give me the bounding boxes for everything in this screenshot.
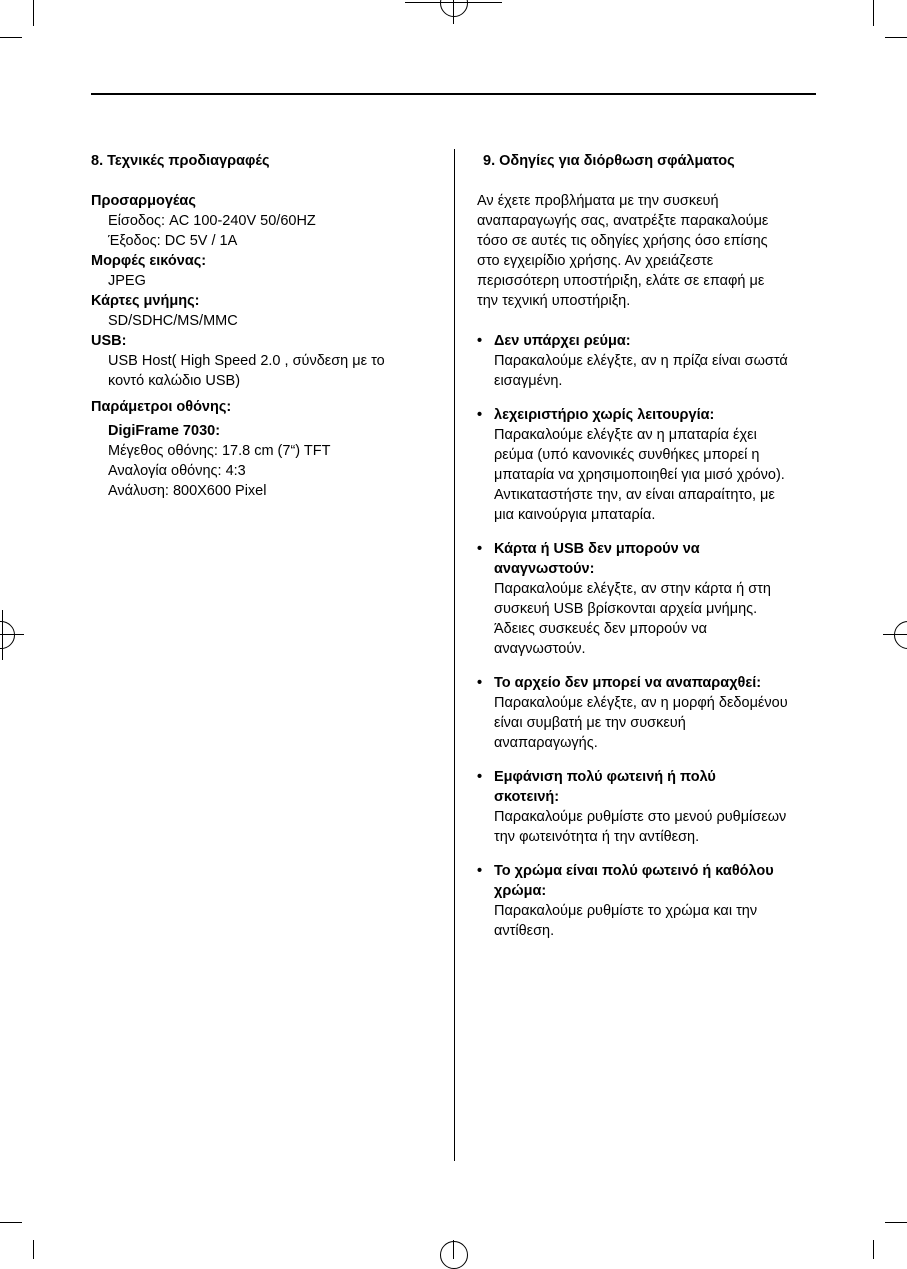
list-item: [477, 331, 822, 391]
issue-text: είναι συμβατή με την συσκευή: [494, 715, 686, 731]
intro-line: αναπαραγωγής σας, ανατρέξτε παρακαλούμε: [477, 213, 769, 229]
bullet-icon: •: [477, 407, 483, 423]
usb-title: USB:: [91, 333, 127, 349]
issue-title: Κάρτα ή USB δεν μπορούν να: [494, 541, 700, 557]
issue-text: Παρακαλούμε ρυθμίστε το χρώμα και την: [494, 903, 758, 919]
crop-mark-top-right: [873, 0, 874, 26]
crop-mark-top-right: [885, 37, 907, 38]
crop-mark-top-left: [0, 37, 22, 38]
spec-line: Έξοδος: DC 5V / 1A: [108, 233, 238, 249]
issue-text: Παρακαλούμε ελέγξτε, αν στην κάρτα ή στη: [494, 581, 771, 597]
intro-paragraph: [477, 191, 822, 311]
issue-title: Το αρχείο δεν μπορεί να αναπαραχθεί:: [494, 675, 762, 691]
adapter-group: [91, 191, 436, 251]
issue-title: χρώμα:: [494, 883, 547, 899]
issue-title: λεχειριστήριο χωρίς λειτουργία:: [494, 407, 715, 423]
issue-title: Το χρώμα είναι πολύ φωτεινό ή καθόλου: [494, 863, 774, 879]
issue-title: σκοτεινή:: [494, 789, 560, 805]
technical-specs-column: [91, 151, 436, 501]
spec-line: Αναλογία οθόνης: 4:3: [108, 463, 246, 479]
specs-heading: 8. Τεχνικές προδιαγραφές: [91, 153, 270, 169]
memory-cards-title: Κάρτες μνήμης:: [91, 293, 200, 309]
registration-mark-right: [883, 610, 907, 660]
issue-text: Άδειες συσκευές δεν μπορούν να: [494, 621, 708, 637]
list-item: [477, 861, 822, 941]
issue-title: Δεν υπάρχει ρεύμα:: [494, 333, 631, 349]
list-item: [477, 767, 822, 847]
usb-group: [91, 331, 436, 391]
issue-text: μια καινούργια μπαταρία.: [494, 507, 656, 523]
image-format-title: Μορφές εικόνας:: [91, 253, 207, 269]
bullet-icon: •: [477, 541, 483, 557]
column-divider: [454, 149, 455, 1161]
issue-title: αναγνωστούν:: [494, 561, 595, 577]
list-item: [477, 673, 822, 753]
issue-text: αναγνωστούν.: [494, 641, 586, 657]
spec-line: USB Host( High Speed 2.0 , σύνδεση με το: [108, 353, 385, 369]
bullet-icon: •: [477, 675, 483, 691]
spec-line: κοντό καλώδιο USB): [108, 373, 241, 389]
registration-mark-left: [0, 610, 24, 660]
troubleshooting-column: [477, 151, 822, 941]
spec-line: JPEG: [108, 273, 146, 289]
issue-list: [477, 331, 822, 941]
crop-mark-bottom-left: [33, 1240, 34, 1259]
intro-line: την τεχνική υποστήριξη.: [477, 293, 631, 309]
crop-mark-bottom-right: [873, 1240, 874, 1259]
crop-mark-top-left: [33, 0, 34, 26]
spec-line: Ανάλυση: 800X600 Pixel: [108, 483, 267, 499]
crop-mark-bottom-left: [0, 1222, 22, 1223]
header-rule: [91, 93, 816, 95]
list-item: [477, 539, 822, 659]
display-title: Παράμετροι οθόνης:: [91, 399, 232, 415]
registration-mark-top: [405, 0, 502, 24]
image-format-group: [91, 251, 436, 291]
crop-mark-bottom-right: [885, 1222, 907, 1223]
list-item: [477, 405, 822, 525]
memory-cards-group: [91, 291, 436, 331]
spec-line: Μέγεθος οθόνης: 17.8 cm (7“) TFT: [108, 443, 331, 459]
registration-mark-bottom: [405, 1240, 502, 1259]
issue-text: την φωτεινότητα ή την αντίθεση.: [494, 829, 700, 845]
issue-text: Παρακαλούμε ελέγξτε, αν η μορφή δεδομένου: [494, 695, 788, 711]
spec-line: SD/SDHC/MS/MMC: [108, 313, 238, 329]
issue-text: αντίθεση.: [494, 923, 555, 939]
bullet-icon: •: [477, 333, 483, 349]
spec-line: Είσοδος: AC 100-240V 50/60HZ: [108, 213, 316, 229]
issue-text: Αντικαταστήστε την, αν είναι απαραίτητο, με: [494, 487, 775, 503]
display-group: [91, 397, 436, 501]
intro-line: τόσο σε αυτές τις οδηγίες χρήσης όσο επίσης: [477, 233, 768, 249]
issue-text: εισαγμένη.: [494, 373, 563, 389]
issue-text: Παρακαλούμε ελέγξτε, αν η πρίζα είναι σωστά: [494, 353, 788, 369]
issue-text: ρεύμα (υπό κανονικές συνθήκες μπορεί η: [494, 447, 760, 463]
issue-text: Παρακαλούμε ελέγξτε αν η μπαταρία έχει: [494, 427, 757, 443]
intro-line: περισσότερη υποστήριξη, ελάτε σε επαφή με: [477, 273, 765, 289]
issue-text: μπαταρία να χρησιμοποιηθεί για μισό χρόνο).: [494, 467, 785, 483]
adapter-title: Προσαρμογέας: [91, 193, 196, 209]
bullet-icon: •: [477, 769, 483, 785]
bullet-icon: •: [477, 863, 483, 879]
issue-text: Παρακαλούμε ρυθμίστε στο μενού ρυθμίσεων: [494, 809, 787, 825]
issue-text: συσκευή USB βρίσκονται αρχεία μνήμης.: [494, 601, 758, 617]
issue-title: Εμφάνιση πολύ φωτεινή ή πολύ: [494, 769, 716, 785]
troubleshooting-heading: 9. Οδηγίες για διόρθωση σφάλματος: [483, 153, 735, 169]
issue-text: αναπαραγωγής.: [494, 735, 598, 751]
intro-line: Αν έχετε προβλήματα με την συσκευή: [477, 193, 719, 209]
model-name: DigiFrame 7030:: [108, 423, 221, 439]
intro-line: στο εγχειρίδιο χρήσης. Αν χρειάζεστε: [477, 253, 714, 269]
